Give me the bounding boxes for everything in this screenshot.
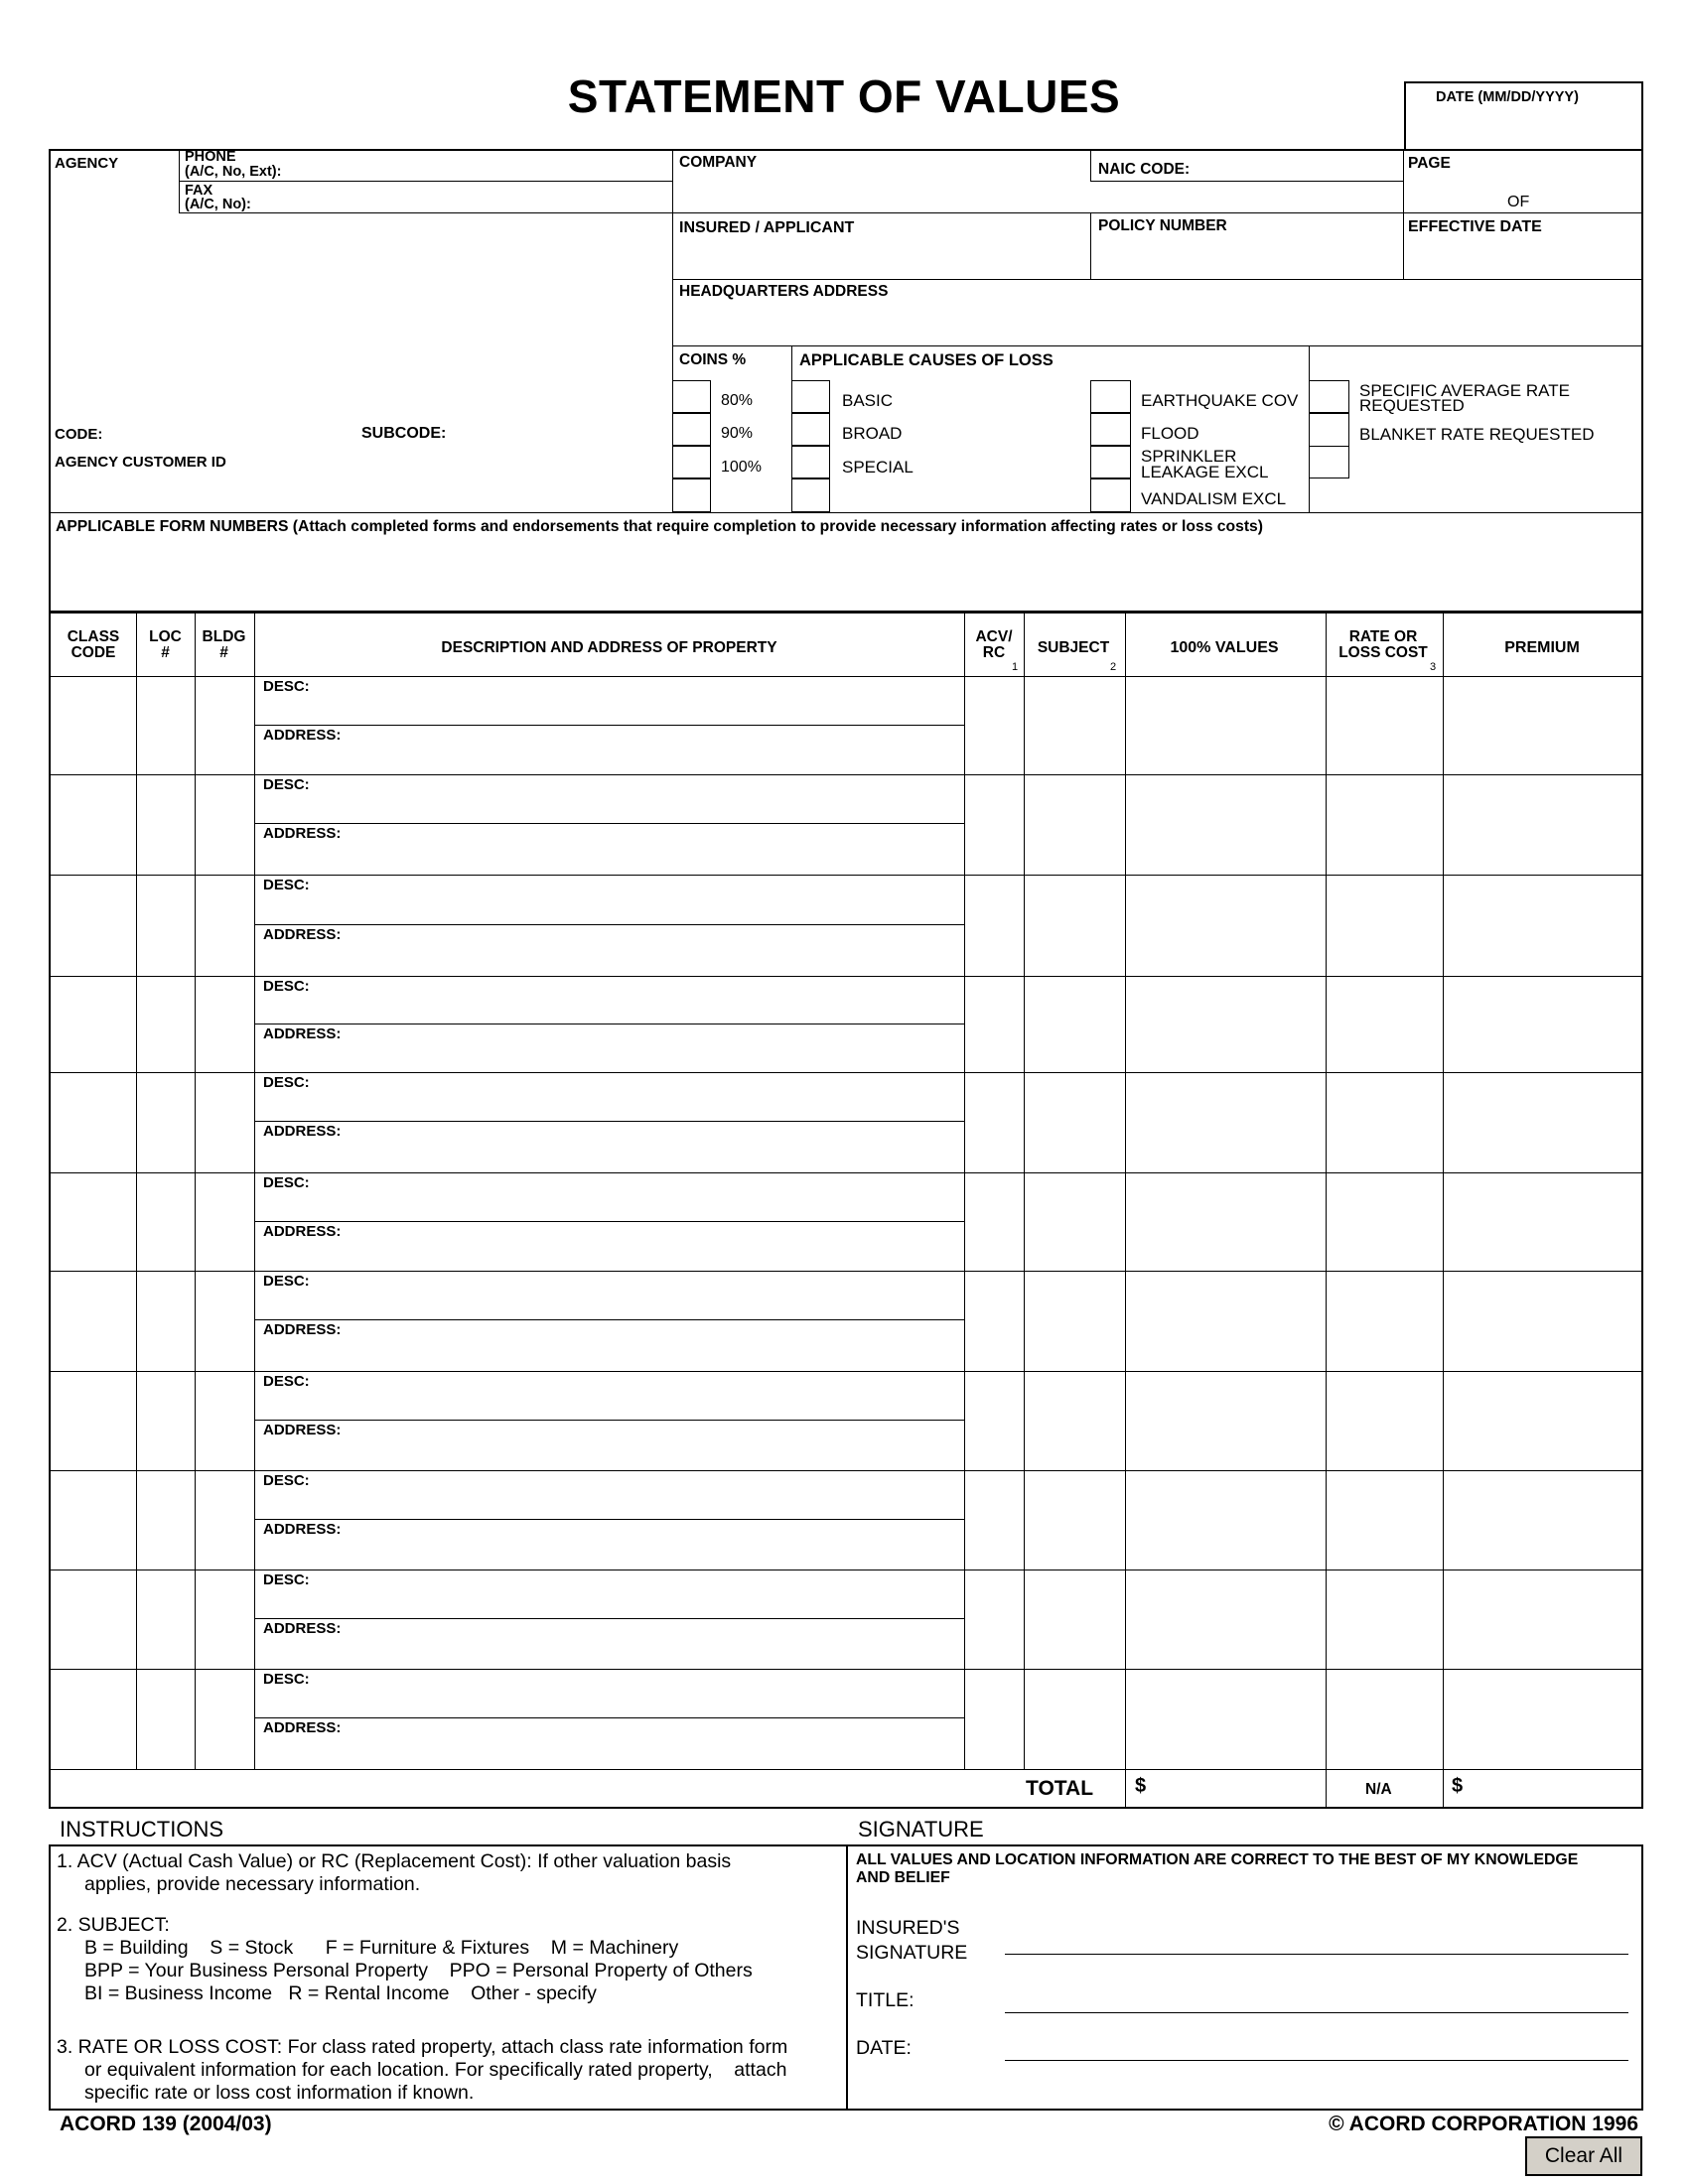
- address-field[interactable]: [256, 1041, 961, 1071]
- loc-header: [136, 629, 195, 661]
- acv-rc-field[interactable]: [966, 1273, 1023, 1370]
- page-of-field[interactable]: [1537, 179, 1640, 210]
- instruction-3-line1: 3. RATE OR LOSS COST: For class rated property, attach class rate information form: [57, 2036, 788, 2058]
- sprinkler-leakage-checkbox[interactable]: [1090, 446, 1131, 478]
- insured-field[interactable]: [677, 240, 1088, 277]
- rate-field[interactable]: [1327, 1074, 1442, 1171]
- subject-note: 2: [1110, 661, 1117, 673]
- premium-field[interactable]: [1444, 776, 1641, 874]
- subject-field[interactable]: [1025, 678, 1124, 773]
- signature-date-field[interactable]: [1005, 2027, 1628, 2059]
- desc-label: DESC:: [263, 1472, 310, 1489]
- description-field[interactable]: [256, 1389, 961, 1419]
- customer-id-field[interactable]: [248, 449, 669, 475]
- bldg-field[interactable]: [196, 678, 253, 773]
- rate-field[interactable]: [1327, 1571, 1442, 1668]
- instruction-1-line2: applies, provide necessary information.: [84, 1873, 421, 1895]
- bldg-header-line2: #: [219, 644, 228, 661]
- description-field[interactable]: [256, 792, 961, 822]
- rate-field[interactable]: [1327, 1273, 1442, 1370]
- bldg-field[interactable]: [196, 877, 253, 975]
- description-field[interactable]: [256, 994, 961, 1023]
- values-field[interactable]: [1126, 678, 1325, 773]
- loc-field[interactable]: [137, 776, 194, 874]
- acv-header-line2: RC: [982, 644, 1006, 661]
- agency-label: AGENCY: [55, 155, 119, 172]
- desc-label: DESC:: [263, 1671, 310, 1688]
- sprinkler-label: SPRINKLER: [1141, 447, 1237, 466]
- desc-label: DESC:: [263, 1174, 310, 1191]
- bldg-field[interactable]: [196, 1074, 253, 1171]
- rate-field[interactable]: [1327, 776, 1442, 874]
- insured-signature-field[interactable]: [1005, 1916, 1628, 1954]
- acv-rc-field[interactable]: [966, 1671, 1023, 1768]
- loc-header-line1: LOC: [149, 628, 182, 645]
- class-code-field[interactable]: [51, 1174, 136, 1270]
- desc-label: DESC:: [263, 1373, 310, 1390]
- acv-rc-field[interactable]: [966, 877, 1023, 975]
- address-label: ADDRESS:: [263, 1719, 342, 1736]
- desc-label: DESC:: [263, 1273, 310, 1290]
- class-code-field[interactable]: [51, 678, 136, 773]
- clear-all-button[interactable]: Clear All: [1525, 2136, 1642, 2176]
- subcode-label: SUBCODE:: [361, 425, 447, 442]
- effective-date-field[interactable]: [1408, 238, 1640, 277]
- naic-field[interactable]: [1201, 152, 1400, 180]
- total-values-field[interactable]: [1152, 1774, 1321, 1806]
- premium-field[interactable]: [1444, 1671, 1641, 1768]
- address-label: ADDRESS:: [263, 1521, 342, 1538]
- instruction-3: [57, 2036, 841, 2105]
- flood-checkbox[interactable]: [1090, 413, 1131, 446]
- description-field[interactable]: [256, 1090, 961, 1120]
- address-label: ADDRESS:: [263, 1422, 342, 1438]
- hq-address-field[interactable]: [677, 302, 1640, 343]
- bldg-field[interactable]: [196, 1373, 253, 1469]
- copyright: © ACORD CORPORATION 1996: [1329, 2113, 1638, 2135]
- desc-label: DESC:: [263, 678, 310, 695]
- premium-field[interactable]: [1444, 1074, 1641, 1171]
- form-id: ACORD 139 (2004/03): [60, 2113, 272, 2135]
- values-field[interactable]: [1126, 1174, 1325, 1270]
- acv-rc-field[interactable]: [966, 1571, 1023, 1668]
- fax-label: FAX: [185, 183, 213, 199]
- class-code-field[interactable]: [51, 1671, 136, 1768]
- values-field[interactable]: [1126, 1571, 1325, 1668]
- rate-field[interactable]: [1327, 877, 1442, 975]
- description-field[interactable]: [256, 892, 961, 923]
- class-code-field[interactable]: [51, 1373, 136, 1469]
- rate-field[interactable]: [1327, 978, 1442, 1071]
- address-field[interactable]: [256, 1139, 961, 1171]
- acv-rc-field[interactable]: [966, 1373, 1023, 1469]
- signature-heading: SIGNATURE: [858, 1817, 984, 1842]
- values-field[interactable]: [1126, 877, 1325, 975]
- description-field[interactable]: [256, 1190, 961, 1220]
- form-numbers-label: APPLICABLE FORM NUMBERS (Attach completed forms and endorsements that require completion to provide necessary information affecting rates or loss costs): [56, 518, 1263, 535]
- company-label: COMPANY: [679, 154, 758, 171]
- rate-header-line1: RATE OR: [1348, 628, 1418, 645]
- premium-field[interactable]: [1444, 877, 1641, 975]
- total-values-dollar: $: [1135, 1775, 1147, 1797]
- policy-number-field[interactable]: [1096, 238, 1400, 277]
- desc-label: DESC:: [263, 776, 310, 793]
- flood-label: FLOOD: [1141, 424, 1199, 443]
- coins-80-label: 80%: [721, 392, 754, 409]
- class-code-field[interactable]: [51, 877, 136, 975]
- coins-90-label: 90%: [721, 425, 754, 442]
- desc-label: DESC:: [263, 1074, 310, 1091]
- acv-header-line1: ACV/: [975, 628, 1013, 645]
- class-header-line2: CODE: [70, 644, 116, 661]
- cause-special-label: SPECIAL: [842, 458, 914, 477]
- rate-field[interactable]: [1327, 1174, 1442, 1270]
- loc-field[interactable]: [137, 678, 194, 773]
- cause-broad-label: BROAD: [842, 424, 903, 443]
- acv-rc-field[interactable]: [966, 776, 1023, 874]
- cause-basic-label: BASIC: [842, 391, 894, 410]
- acv-rc-field[interactable]: [966, 678, 1023, 773]
- premium-field[interactable]: [1444, 1373, 1641, 1469]
- loc-field[interactable]: [137, 1472, 194, 1569]
- address-label: ADDRESS:: [263, 727, 342, 744]
- bldg-field[interactable]: [196, 1671, 253, 1768]
- desc-label: DESC:: [263, 1571, 310, 1588]
- class-code-header: [51, 629, 136, 661]
- acv-rc-field[interactable]: [966, 978, 1023, 1071]
- loc-header-line2: #: [161, 644, 170, 661]
- address-field[interactable]: [256, 1735, 961, 1768]
- desc-label: DESC:: [263, 978, 310, 995]
- subject-header: SUBJECT: [1037, 639, 1110, 656]
- loc-field[interactable]: [137, 1074, 194, 1171]
- premium-header: PREMIUM: [1504, 639, 1580, 656]
- loc-field[interactable]: [137, 1273, 194, 1370]
- cause-basic-checkbox[interactable]: [791, 380, 830, 413]
- phone-label-sub: (A/C, No, Ext):: [185, 164, 282, 180]
- premium-field[interactable]: [1444, 1571, 1641, 1668]
- instruction-2-line1: 2. SUBJECT:: [57, 1914, 170, 1936]
- insured-signature-label: [856, 1916, 967, 1966]
- specific-rate-label-2: REQUESTED: [1359, 396, 1465, 415]
- specific-rate-checkbox[interactable]: [1309, 380, 1349, 413]
- total-rate-na: N/A: [1365, 1781, 1392, 1798]
- subject-field[interactable]: [1025, 1373, 1124, 1469]
- certify-text-2: AND BELIEF: [856, 1869, 950, 1886]
- description-field[interactable]: [256, 1488, 961, 1518]
- form-numbers-field[interactable]: [54, 541, 1638, 611]
- subject-field[interactable]: [1025, 1174, 1124, 1270]
- subcode-field[interactable]: [455, 421, 668, 447]
- coins-100-checkbox[interactable]: [672, 446, 711, 478]
- rate-field[interactable]: [1327, 678, 1442, 773]
- premium-field[interactable]: [1444, 1273, 1641, 1370]
- subject-field[interactable]: [1025, 1472, 1124, 1569]
- naic-label: NAIC CODE:: [1098, 161, 1191, 178]
- acv-rc-field[interactable]: [966, 1174, 1023, 1270]
- title-label: TITLE:: [856, 1989, 914, 2011]
- values-field[interactable]: [1126, 1671, 1325, 1768]
- coins-80-checkbox[interactable]: [672, 380, 711, 413]
- bldg-header: [195, 629, 253, 661]
- address-label: ADDRESS:: [263, 1025, 342, 1042]
- instructions-heading: INSTRUCTIONS: [60, 1817, 223, 1842]
- description-field[interactable]: [256, 1587, 961, 1617]
- insured-label: INSURED / APPLICANT: [679, 219, 855, 236]
- hq-address-label: HEADQUARTERS ADDRESS: [679, 283, 889, 300]
- subject-field[interactable]: [1025, 1074, 1124, 1171]
- rate-header: [1326, 629, 1441, 661]
- values-field[interactable]: [1126, 978, 1325, 1071]
- coins-other-checkbox[interactable]: [672, 478, 711, 512]
- address-field[interactable]: [256, 841, 961, 874]
- phone-label: PHONE: [185, 149, 236, 165]
- leakage-excl-label: LEAKAGE EXCL: [1141, 463, 1269, 481]
- instruction-1-line1: 1. ACV (Actual Cash Value) or RC (Replacement Cost): If other valuation basis: [57, 1850, 732, 1872]
- fax-label-sub: (A/C, No):: [185, 197, 251, 212]
- values-header: 100% VALUES: [1170, 639, 1279, 656]
- premium-field[interactable]: [1444, 978, 1641, 1071]
- date-label: DATE (MM/DD/YYYY): [1436, 89, 1579, 105]
- values-field[interactable]: [1126, 1273, 1325, 1370]
- coins-100-label: 100%: [721, 459, 762, 476]
- subject-field[interactable]: [1025, 1571, 1124, 1668]
- customer-id-label: AGENCY CUSTOMER ID: [55, 454, 226, 471]
- instruction-3-line3: specific rate or loss cost information if known.: [84, 2082, 475, 2104]
- total-premium-field[interactable]: [1470, 1774, 1640, 1806]
- code-field[interactable]: [109, 421, 348, 447]
- values-field[interactable]: [1126, 1074, 1325, 1171]
- address-field[interactable]: [256, 1239, 961, 1270]
- address-label: ADDRESS:: [263, 1123, 342, 1140]
- of-label: OF: [1507, 194, 1530, 210]
- address-label: ADDRESS:: [263, 926, 342, 943]
- cause-special-checkbox[interactable]: [791, 446, 830, 478]
- rate-field[interactable]: [1327, 1373, 1442, 1469]
- page-label: PAGE: [1408, 155, 1451, 172]
- subject-field[interactable]: [1025, 1273, 1124, 1370]
- bldg-header-line1: BLDG: [202, 628, 246, 645]
- loc-field[interactable]: [137, 1671, 194, 1768]
- acv-note: 1: [1012, 661, 1019, 673]
- premium-field[interactable]: [1444, 1472, 1641, 1569]
- address-field[interactable]: [256, 1636, 961, 1668]
- subject-field[interactable]: [1025, 877, 1124, 975]
- loc-field[interactable]: [137, 1174, 194, 1270]
- bldg-field[interactable]: [196, 1273, 253, 1370]
- instruction-2-line4: BI = Business Income R = Rental Income Other - specify: [84, 1982, 597, 2004]
- class-code-field[interactable]: [51, 1571, 136, 1668]
- vandalism-label: VANDALISM EXCL: [1141, 489, 1287, 508]
- acv-rc-field[interactable]: [966, 1472, 1023, 1569]
- causes-label: APPLICABLE CAUSES OF LOSS: [799, 351, 1054, 369]
- fax-field[interactable]: [308, 183, 670, 211]
- cause-other-checkbox[interactable]: [791, 478, 830, 512]
- loc-field[interactable]: [137, 877, 194, 975]
- insured-signature-label-2: SIGNATURE: [856, 1942, 968, 1964]
- description-field[interactable]: [256, 1289, 961, 1318]
- acv-rc-field[interactable]: [966, 1074, 1023, 1171]
- acv-header: [966, 629, 1022, 661]
- values-field[interactable]: [1126, 1472, 1325, 1569]
- coins-label: COINS %: [679, 351, 747, 368]
- description-field[interactable]: [256, 1687, 961, 1716]
- instruction-3-line2: or equivalent information for each location. For specifically rated property, attach: [84, 2059, 787, 2081]
- class-code-field[interactable]: [51, 1273, 136, 1370]
- instruction-1: [57, 1850, 841, 1896]
- effective-date-label: EFFECTIVE DATE: [1408, 218, 1542, 235]
- address-label: ADDRESS:: [263, 1620, 342, 1637]
- specific-rate-label: SPECIFIC AVERAGE RATE: [1359, 381, 1570, 400]
- description-field[interactable]: [256, 694, 961, 724]
- bldg-field[interactable]: [196, 1472, 253, 1569]
- address-field[interactable]: [256, 1537, 961, 1569]
- blanket-rate-label: BLANKET RATE REQUESTED: [1359, 425, 1595, 444]
- rate-header-line2: LOSS COST: [1338, 644, 1428, 661]
- address-field[interactable]: [256, 942, 961, 975]
- class-code-field[interactable]: [51, 1472, 136, 1569]
- earthquake-label: EARTHQUAKE COV: [1141, 391, 1299, 410]
- instruction-2-line2: B = Building S = Stock F = Furniture & Fixtures M = Machinery: [84, 1937, 679, 1959]
- certify-text-1: ALL VALUES AND LOCATION INFORMATION ARE CORRECT TO THE BEST OF MY KNOWLEDGE: [856, 1851, 1579, 1868]
- code-label: CODE:: [55, 426, 103, 443]
- instruction-2: [57, 1914, 841, 2005]
- bldg-field[interactable]: [196, 1174, 253, 1270]
- desc-label: DESC:: [263, 877, 310, 893]
- subject-field[interactable]: [1025, 776, 1124, 874]
- subject-field[interactable]: [1025, 978, 1124, 1071]
- policy-number-label: POLICY NUMBER: [1098, 217, 1227, 234]
- loc-field[interactable]: [137, 1571, 194, 1668]
- date-field[interactable]: [1410, 107, 1638, 147]
- instruction-2-line3: BPP = Your Business Personal Property PPO = Personal Property of Others: [84, 1960, 753, 1981]
- earthquake-checkbox[interactable]: [1090, 380, 1131, 413]
- bldg-field[interactable]: [196, 978, 253, 1071]
- rate-field[interactable]: [1327, 1671, 1442, 1768]
- page-title: STATEMENT OF VALUES: [567, 70, 1121, 122]
- loc-field[interactable]: [137, 1373, 194, 1469]
- page-field[interactable]: [1408, 179, 1492, 210]
- premium-field[interactable]: [1444, 678, 1641, 773]
- address-label: ADDRESS:: [263, 1321, 342, 1338]
- address-field[interactable]: [256, 743, 961, 773]
- cause-broad-checkbox[interactable]: [791, 413, 830, 446]
- vandalism-checkbox[interactable]: [1090, 478, 1131, 512]
- rate-note: 3: [1430, 661, 1437, 673]
- description-header: DESCRIPTION AND ADDRESS OF PROPERTY: [441, 639, 777, 656]
- rate-field[interactable]: [1327, 1472, 1442, 1569]
- class-code-field[interactable]: [51, 1074, 136, 1171]
- subject-field[interactable]: [1025, 1671, 1124, 1768]
- total-label: TOTAL: [1026, 1777, 1094, 1800]
- title-field[interactable]: [1005, 1979, 1628, 2011]
- insured-signature-label-1: INSURED'S: [856, 1917, 960, 1939]
- total-premium-dollar: $: [1452, 1775, 1464, 1797]
- address-field[interactable]: [256, 1337, 961, 1370]
- values-field[interactable]: [1126, 1373, 1325, 1469]
- bldg-field[interactable]: [196, 1571, 253, 1668]
- values-field[interactable]: [1126, 776, 1325, 874]
- class-header-line1: CLASS: [67, 628, 120, 645]
- loc-field[interactable]: [137, 978, 194, 1071]
- phone-field[interactable]: [308, 151, 670, 180]
- class-code-field[interactable]: [51, 776, 136, 874]
- premium-field[interactable]: [1444, 1174, 1641, 1270]
- address-field[interactable]: [256, 1437, 961, 1469]
- coins-90-checkbox[interactable]: [672, 413, 711, 446]
- address-label: ADDRESS:: [263, 1223, 342, 1240]
- agency-field[interactable]: [54, 216, 669, 415]
- bldg-field[interactable]: [196, 776, 253, 874]
- class-code-field[interactable]: [51, 978, 136, 1071]
- signature-date-label: DATE:: [856, 2037, 912, 2059]
- address-label: ADDRESS:: [263, 825, 342, 842]
